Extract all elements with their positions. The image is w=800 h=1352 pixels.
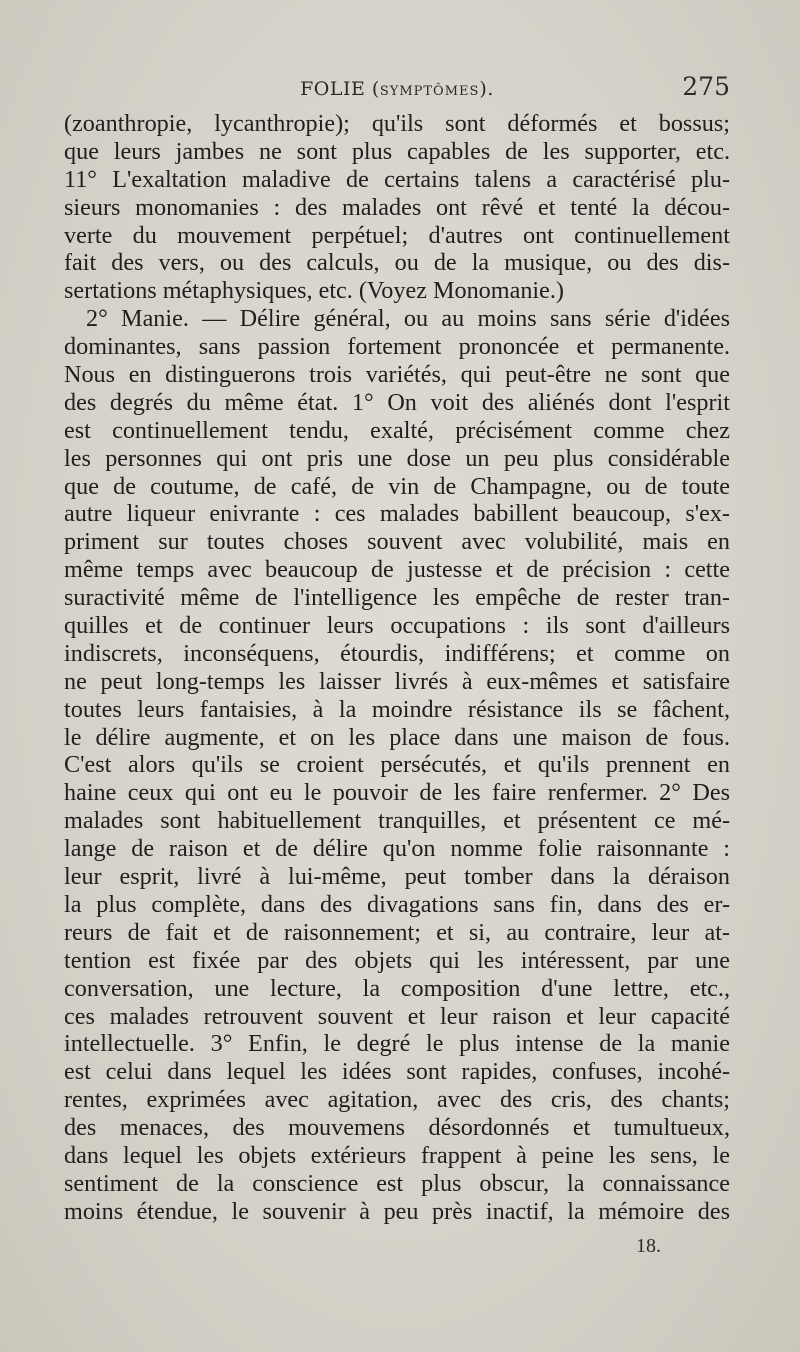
text-line: ces malades retrouvent souvent et leur raison et leur capacité — [64, 1002, 730, 1030]
text-line: dans lequel les objets extérieurs frappent à peine les sens, le — [64, 1141, 730, 1169]
text-line: ne peut long-temps les laisser livrés à eux-mêmes et satisfaire — [64, 667, 730, 695]
text-line: les personnes qui ont pris une dose un peu plus considérable — [64, 444, 730, 472]
text-line: (zoanthropie, lycanthropie); qu'ils sont déformés et bossus; — [64, 110, 730, 137]
text-line: le délire augmente, et on les place dans une maison de fous. — [64, 723, 730, 751]
text-line: est continuellement tendu, exalté, précisément comme chez — [64, 416, 730, 444]
running-head-smallcaps: symptômes — [379, 78, 480, 100]
text-line: C'est alors qu'ils se croient persécutés, et qu'ils prennent en — [64, 751, 730, 779]
text-line: sentiment de la conscience est plus obscur, la connaissance — [64, 1169, 730, 1197]
text-line: 11° L'exaltation maladive de certains talens a caractérisé plu- — [64, 165, 730, 193]
text-line: lange de raison et de délire qu'on nomme folie raisonnante : — [64, 835, 730, 863]
running-head-suffix: ). — [479, 78, 494, 100]
text-line: indiscrets, inconséquens, étourdis, indifférens; et comme on — [64, 639, 730, 667]
running-head-prefix: FOLIE ( — [300, 78, 380, 100]
text-line: suractivité même de l'intelligence les empêche de rester tran- — [64, 584, 730, 612]
text-line: la plus complète, dans des divagations sans fin, dans des er- — [64, 890, 730, 918]
running-head — [64, 78, 730, 100]
text-line: reurs de fait et de raisonnement; et si, au contraire, leur at- — [64, 918, 730, 946]
text-line: fait des vers, ou des calculs, ou de la musique, ou des dis- — [64, 249, 730, 277]
text-line: que de coutume, de café, de vin de Champagne, ou de toute — [64, 472, 730, 500]
text-line: verte du mouvement perpétuel; d'autres ont continuellement — [64, 221, 730, 249]
page-header — [64, 72, 730, 108]
text-line: priment sur toutes choses souvent avec volubilité, mais en — [64, 528, 730, 556]
text-line: des menaces, des mouvemens désordonnés et tumultueux, — [64, 1114, 730, 1142]
body-text — [64, 110, 730, 1226]
text-line: sertations métaphysiques, etc. (Voyez Monomanie.) — [64, 277, 564, 305]
text-line: est celui dans lequel les idées sont rapides, confuses, incohé- — [64, 1058, 730, 1086]
text-line: haine ceux qui ont eu le pouvoir de les faire renfermer. 2° Des — [64, 779, 730, 807]
text-line: leur esprit, livré à lui-même, peut tomber dans la déraison — [64, 863, 730, 891]
text-line: moins étendue, le souvenir à peu près inactif, la mémoire des — [64, 1197, 730, 1225]
text-line: des degrés du même état. 1° On voit des aliénés dont l'esprit — [64, 388, 730, 416]
text-line: quilles et de continuer leurs occupations : ils sont d'ailleurs — [64, 612, 730, 640]
text-line: Nous en distinguerons trois variétés, qui peut-être ne sont que — [64, 361, 730, 389]
text-line: autre liqueur enivrante : ces malades babillent beaucoup, s'ex- — [64, 500, 730, 528]
text-line: dominantes, sans passion fortement prononcée et permanente. — [64, 333, 730, 361]
text-line: que leurs jambes ne sont plus capables de les supporter, etc. — [64, 137, 730, 165]
signature-mark: 18. — [636, 1235, 661, 1257]
text-line: toutes leurs fantaisies, à la moindre résistance ils se fâchent, — [64, 695, 730, 723]
text-line: malades sont habituellement tranquilles, et présentent ce mé- — [64, 807, 730, 835]
text-line: même temps avec beaucoup de justesse et de précision : cette — [64, 556, 730, 584]
text-line: intellectuelle. 3° Enfin, le degré le plus intense de la manie — [64, 1030, 730, 1058]
text-line: conversation, une lecture, la composition d'une lettre, etc., — [64, 974, 730, 1002]
text-line: tention est fixée par des objets qui les intéressent, par une — [64, 946, 730, 974]
text-line: sieurs monomanies : des malades ont rêvé et tenté la décou- — [64, 193, 730, 221]
text-line: rentes, exprimées avec agitation, avec des cris, des chants; — [64, 1086, 730, 1114]
page-number: 275 — [682, 72, 730, 101]
text-line: 2° Manie. — Délire général, ou au moins sans série d'idées — [86, 305, 730, 333]
